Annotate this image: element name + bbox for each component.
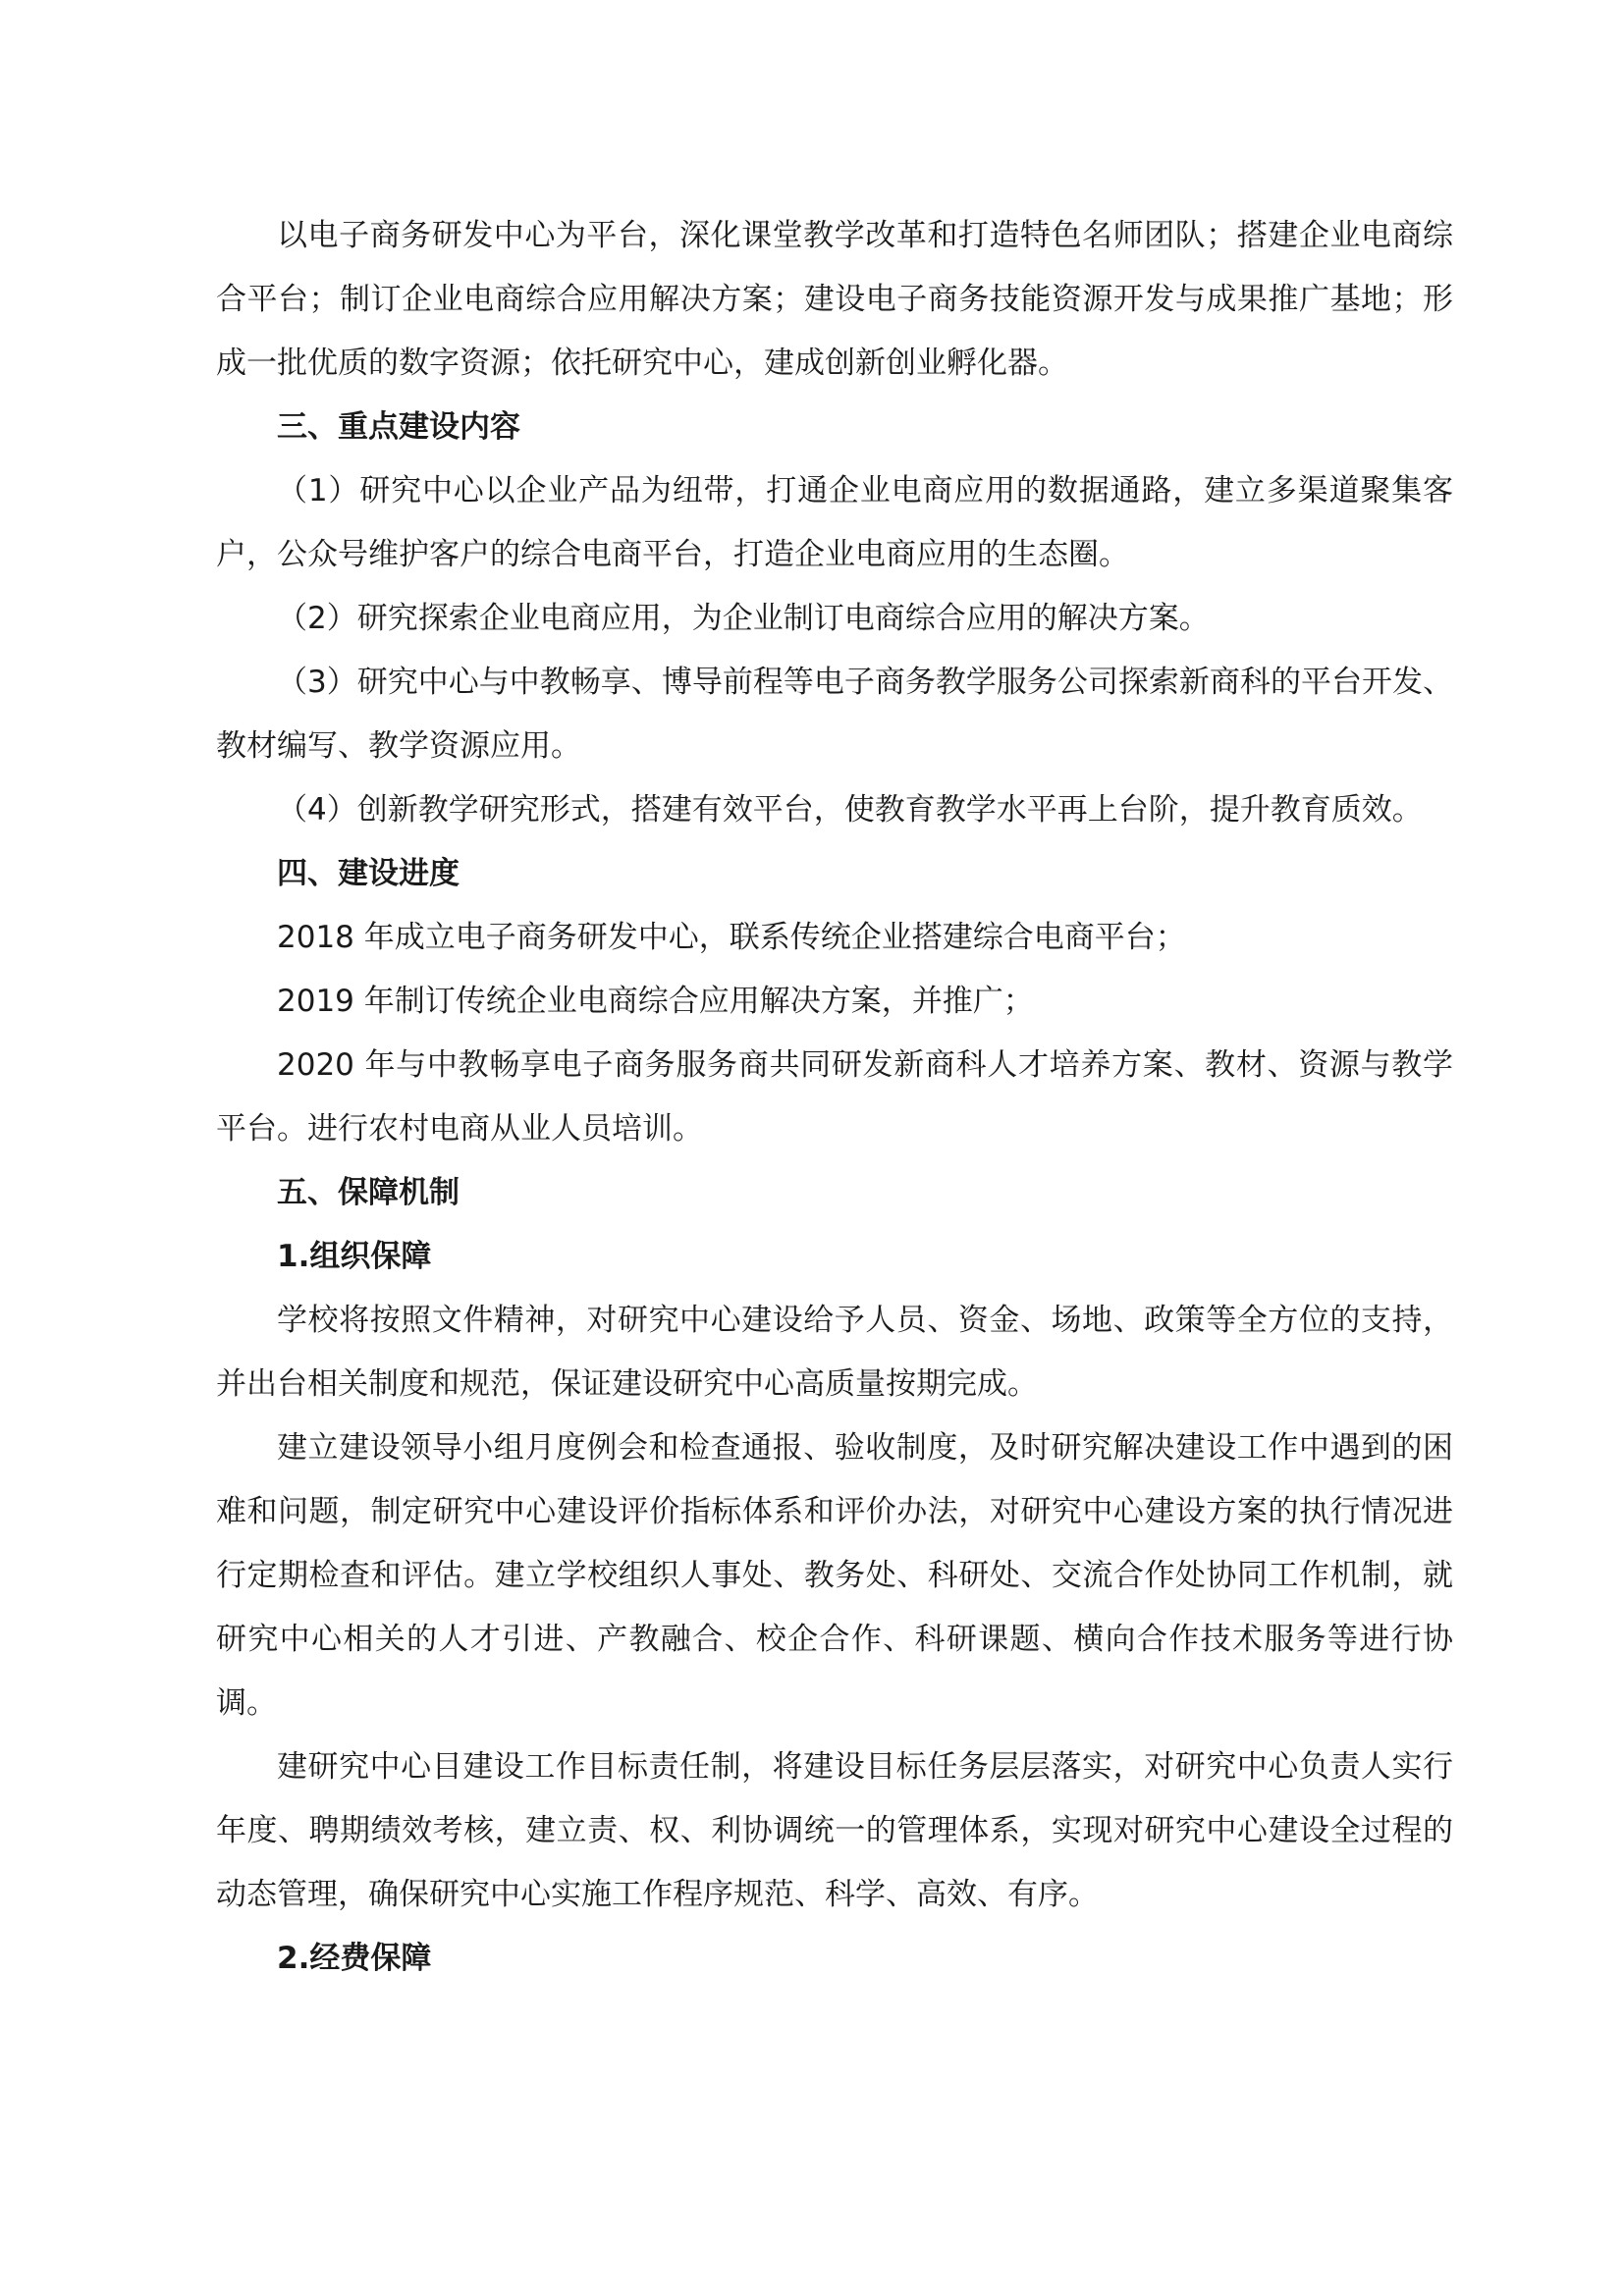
- section-heading-key-content: 三、重点建设内容: [277, 409, 520, 445]
- paragraph-intro: 以电子商务研发中心为平台，深化课堂教学改革和打造特色名师团队；搭建企业电商综合平台；制订企业电商综合应用解决方案；建设电子商务技能资源开发与成果推广基地；形成一批优质的数字资源；依托研究中心，建成创新创业孵化器。: [216, 218, 1453, 381]
- paragraph-organization-1: 学校将按照文件精神，对研究中心建设给予人员、资金、场地、政策等全方位的支持，并出台相关制度和规范，保证建设研究中心高质量按期完成。: [216, 1303, 1453, 1402]
- subsection-heading-organization: 1.组织保障: [277, 1239, 432, 1274]
- subsection-heading-funding: 2.经费保障: [277, 1941, 432, 1976]
- paragraph-progress-2020: 2020 年与中教畅享电子商务服务商共同研发新商科人才培养方案、教材、资源与教学平台。进行农村电商从业人员培训。: [216, 1047, 1453, 1147]
- paragraph-item-2: （2）研究探索企业电商应用，为企业制订电商综合应用的解决方案。: [277, 601, 1210, 636]
- paragraph-organization-2: 建立建设领导小组月度例会和检查通报、验收制度，及时研究解决建设工作中遇到的困难和问题，制定研究中心建设评价指标体系和评价办法，对研究中心建设方案的执行情况进行定期检查和评估。建立学校组织人事处、教务处、科研处、交流合作处协同工作机制，就研究中心相关的人才引进、产教融合、校企合作、科研课题、横向合作技术服务等进行协调。: [216, 1430, 1453, 1721]
- section-heading-progress: 四、建设进度: [277, 856, 460, 891]
- paragraph-progress-2019: 2019 年制订传统企业电商综合应用解决方案，并推广；: [277, 984, 1034, 1019]
- paragraph-item-3: （3）研究中心与中教畅享、博导前程等电子商务教学服务公司探索新商科的平台开发、教材编写、教学资源应用。: [216, 665, 1453, 764]
- document-body: [216, 204, 1453, 1991]
- paragraph-item-4: （4）创新教学研究形式，搭建有效平台，使教育教学水平再上台阶，提升教育质效。: [277, 792, 1423, 828]
- paragraph-organization-3: 建研究中心目建设工作目标责任制，将建设目标任务层层落实，对研究中心负责人实行年度、聘期绩效考核，建立责、权、利协调统一的管理体系，实现对研究中心建设全过程的动态管理，确保研究中心实施工作程序规范、科学、高效、有序。: [216, 1749, 1453, 1912]
- paragraph-item-1: （1）研究中心以企业产品为纽带，打通企业电商应用的数据通路，建立多渠道聚集客户，公众号维护客户的综合电商平台，打造企业电商应用的生态圈。: [216, 473, 1453, 572]
- paragraph-progress-2018: 2018 年成立电子商务研发中心，联系传统企业搭建综合电商平台；: [277, 920, 1186, 955]
- section-heading-guarantee: 五、保障机制: [277, 1175, 460, 1210]
